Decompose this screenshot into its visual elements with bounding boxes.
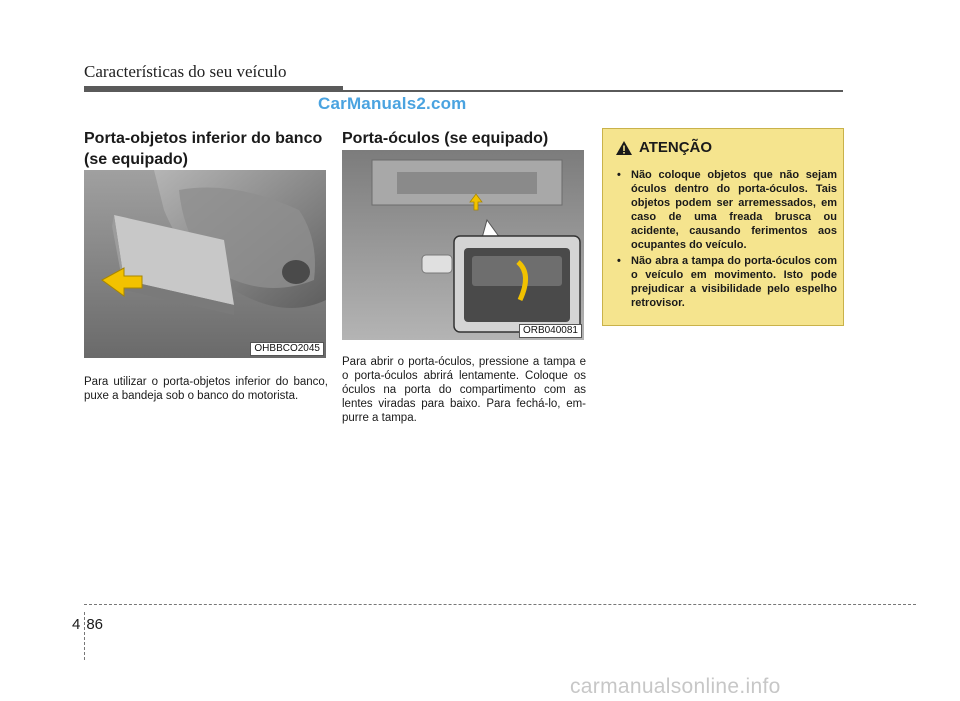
glasses-holder-description: Para abrir o porta-óculos, pressione a tampa e o porta-óculos abrirá lentamente. Coloque os óculos na porta do compartimento com as lentes viradas para baixo. Para fechá-lo, em-purre a tampa. (342, 356, 586, 424)
warning-item-text: Não coloque objetos que não sejam óculos dentro do porta-óculos. Tais objetos podem ser arremessados, em caso de uma freada brusca ou acidente, causando ferimentos aos ocupantes do veículo. (631, 169, 837, 251)
header-rule-thick (84, 86, 343, 92)
footer-rule (84, 604, 916, 605)
seat-tray-figure (84, 170, 326, 358)
page-number (72, 616, 103, 633)
watermark-bottom: carmanualsonline.info (570, 675, 781, 698)
warning-item (613, 254, 837, 310)
glasses-holder-figure (342, 150, 584, 340)
bullet-marker: • (617, 255, 621, 267)
glasses-holder-illustration (342, 150, 584, 340)
header-title: Características do seu veículo (84, 62, 287, 81)
warning-header (615, 139, 712, 156)
seat-tray-title: Porta-objetos inferior do banco (se equipado) (84, 130, 323, 168)
figure-code-label: ORB040081 (519, 324, 582, 338)
seat-tray-illustration (84, 170, 326, 358)
warning-list (613, 168, 837, 312)
figure-code-label: OHBBCO2045 (250, 342, 324, 356)
page-number-value: 86 (86, 616, 104, 633)
watermark-top: CarManuals2.com (318, 94, 467, 113)
warning-triangle-icon (615, 140, 633, 156)
header-rule-thin (343, 90, 843, 92)
chapter-number: 4 (72, 616, 81, 633)
warning-item-text: Não abra a tampa do porta-óculos com o veículo em movimento. Isto pode prejudicar a visibilidade pelo espelho retrovisor. (631, 255, 837, 309)
bullet-marker: • (617, 169, 621, 181)
glasses-holder-title: Porta-óculos (se equipado) (342, 130, 549, 147)
warning-item (613, 168, 837, 252)
seat-tray-description: Para utilizar o porta-objetos inferior do banco, puxe a bandeja sob o banco do motorista. (84, 376, 328, 402)
warning-title: ATENÇÃO (639, 139, 713, 156)
warning-box (602, 128, 844, 326)
